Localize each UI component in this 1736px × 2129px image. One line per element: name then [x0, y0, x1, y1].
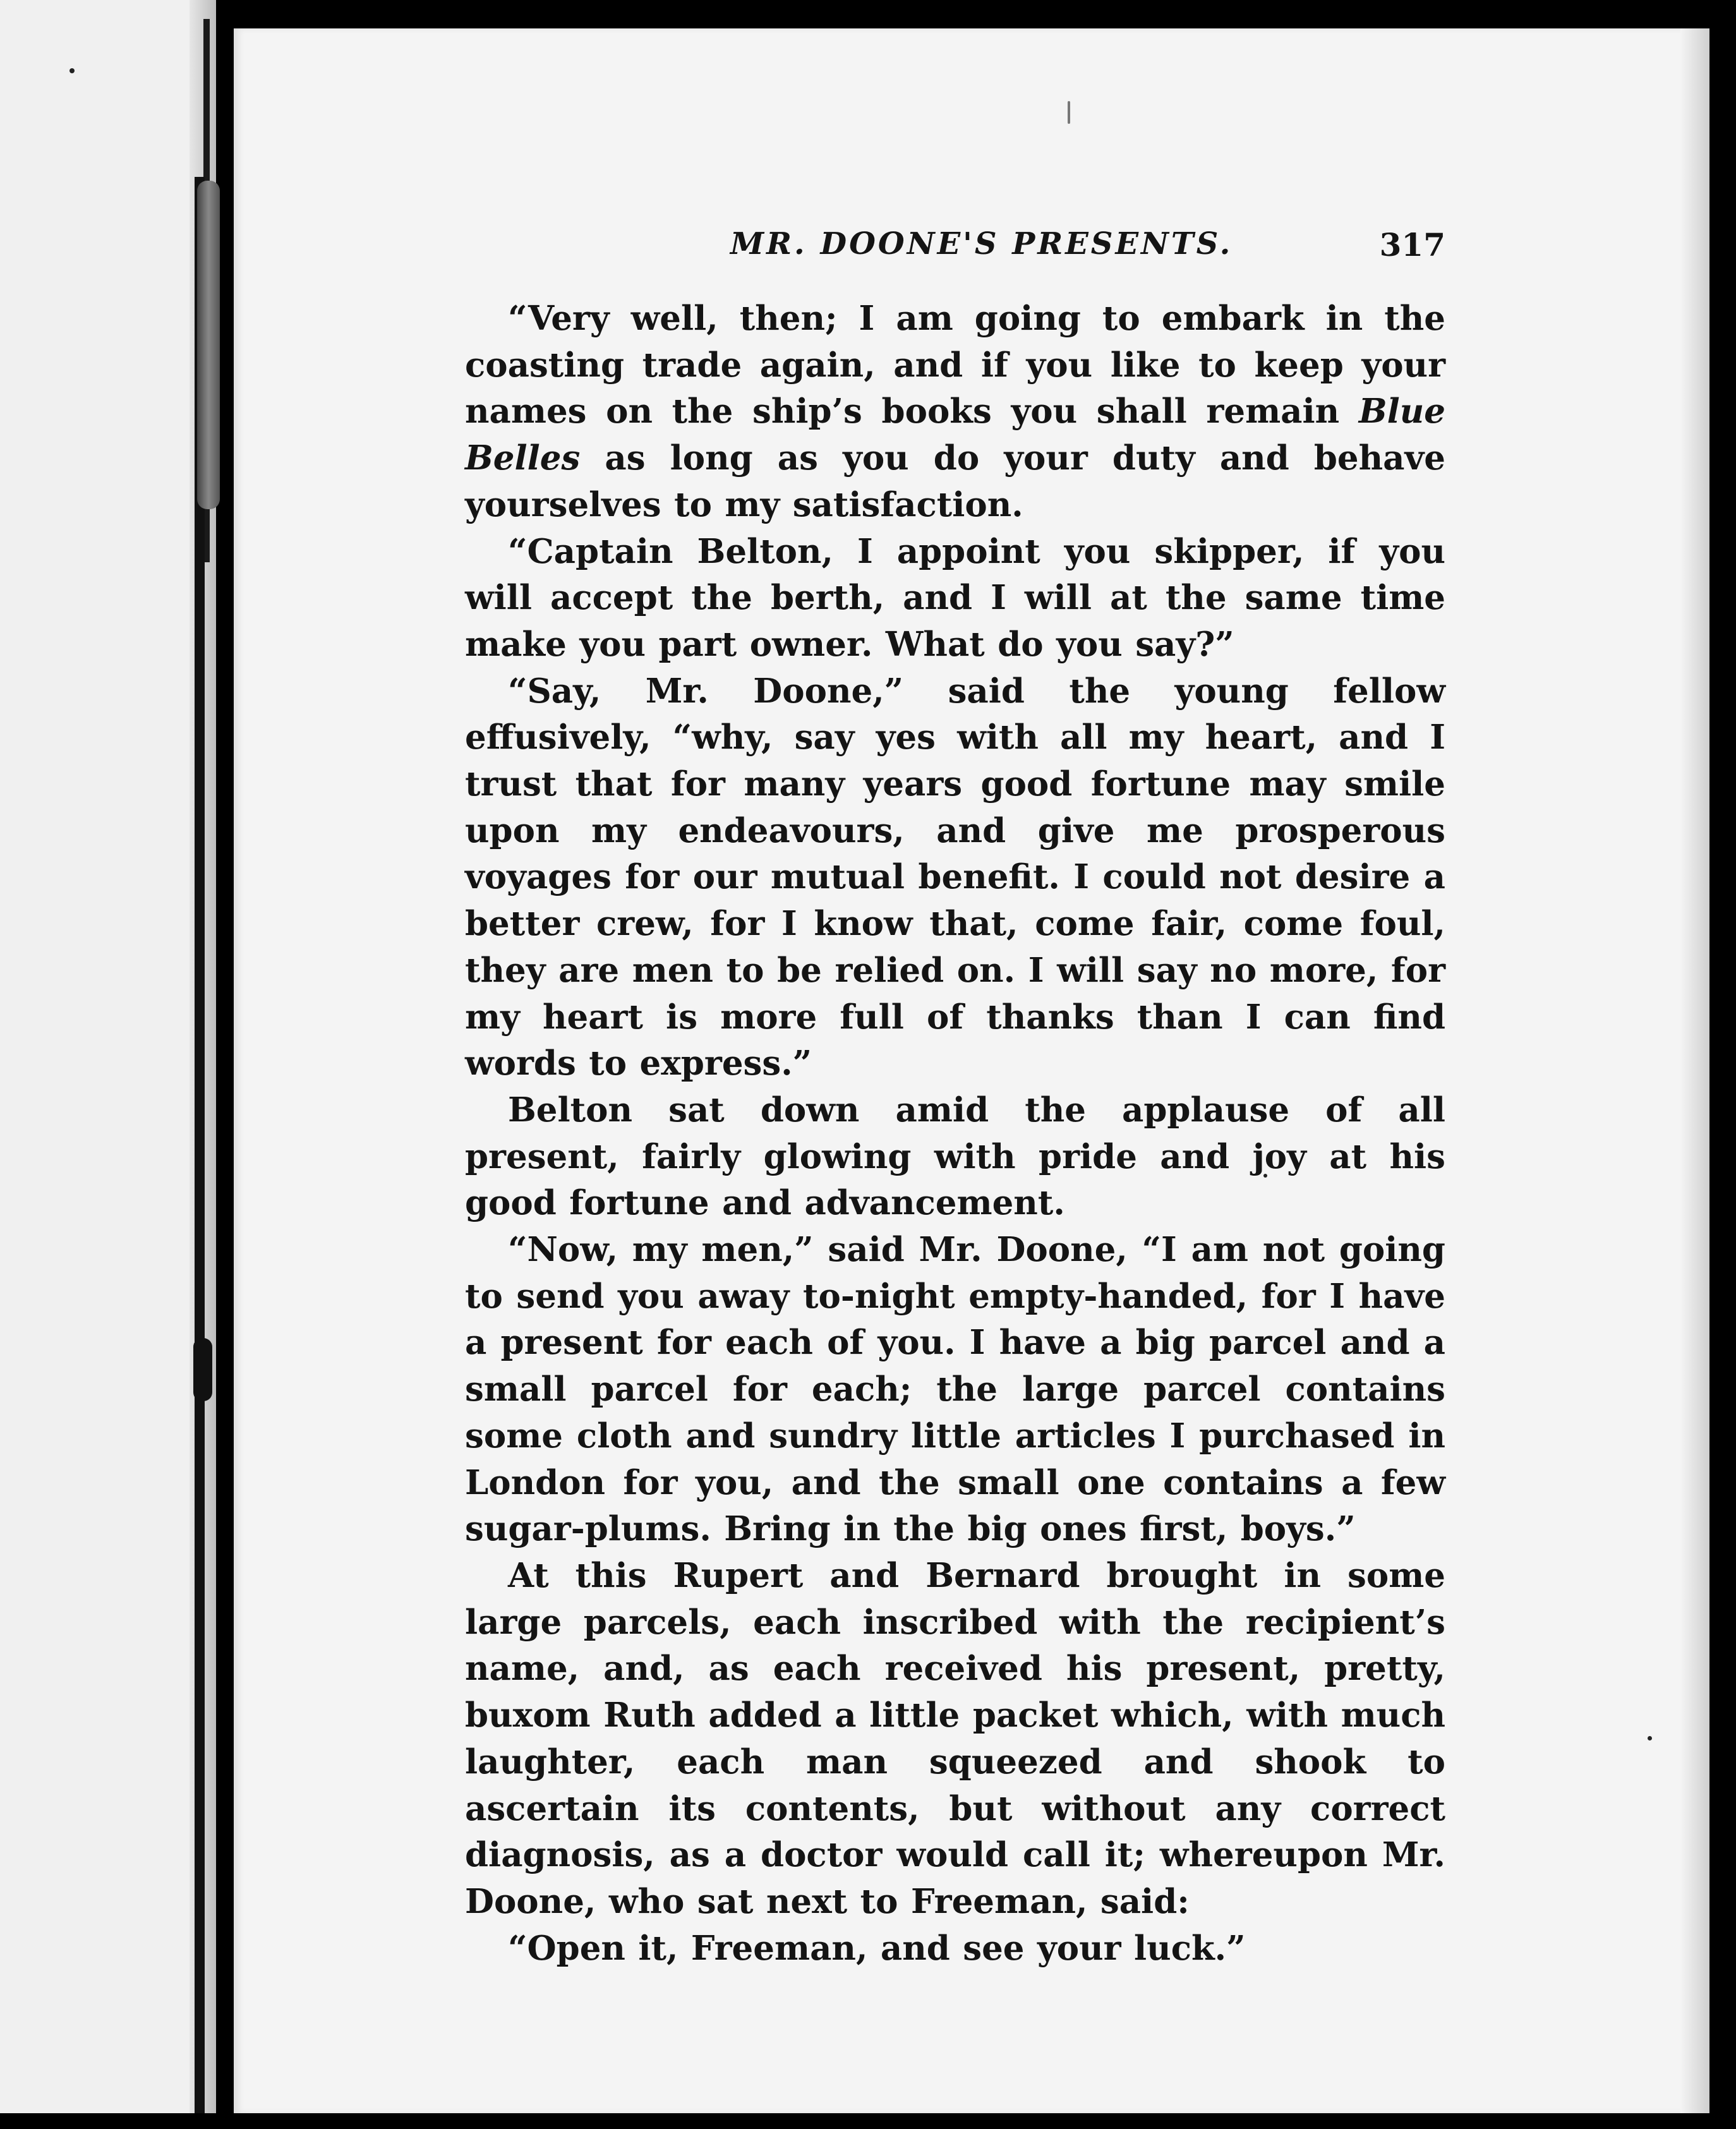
paragraph: Belton sat down amid the applause of all present, fairly glowing with pride and joy at his good fortune and advancement. [465, 1090, 1445, 1223]
paper-mark [1068, 101, 1070, 124]
gutter-binding-mark [193, 1338, 212, 1401]
paragraph: “Say, Mr. Doone,” said the young fellow effusively, “why, say yes with all my heart, and I trust that for many years good fortune may smile upon my endeavours, and give me prosperous voyages for our mutual benefit. I could not desire a better crew, for I know that, come fair, come foul, they are men to be relied on. I will say no more, for my heart is more full of thanks than I can find words to express.” [465, 671, 1445, 1083]
scan-bottom-border [0, 2113, 1736, 2129]
paragraph-text: as long as you do your duty and behave yourselves to my satisfaction. [465, 438, 1445, 524]
gutter-page-curl [197, 181, 220, 509]
running-head [465, 226, 1445, 296]
paragraph: “Now, my men,” said Mr. Doone, “I am not going to send you away to-night empty-handed, for I have a present for each of you. I have a big parcel and a small parcel for each; the large parcel contains some cloth and sundry little articles I purchased in London for you, and the small one contains a few sugar-plums. Bring in the big ones first, boys.” [465, 1230, 1445, 1549]
paragraph: At this Rupert and Bernard brought in some large parcels, each inscribed with the recipient’s name, and, as each received his present, pretty, buxom Ruth added a little packet which, with much laughter, each man squeezed and shook to ascertain its contents, but without any correct diagnosis, as a doctor would call it; whereupon Mr. Doone, who sat next to Freeman, said: [465, 1555, 1445, 1921]
page-edge-shade [1680, 28, 1709, 2113]
paragraph: “Captain Belton, I appoint you skipper, if you will accept the berth, and I will at the same time make you part owner. What do you say?” [465, 531, 1445, 664]
paragraph: “Open it, Freeman, and see your luck.” [508, 1928, 1246, 1968]
paragraph [465, 296, 1445, 529]
running-title: MR. DOONE'S PRESENTS. [730, 226, 1233, 262]
facing-page [0, 0, 216, 2113]
paper-speck [1648, 1736, 1652, 1740]
ship-name: Blue Belles [465, 392, 1445, 478]
page-number: 317 [1379, 226, 1445, 263]
paragraph-text: “Very well, then; I am going to embark in the coasting trade again, and if you like to keep your names on the ship’s books you shall remain [465, 299, 1445, 431]
page-text [465, 226, 1445, 1972]
paper-speck [69, 68, 75, 73]
